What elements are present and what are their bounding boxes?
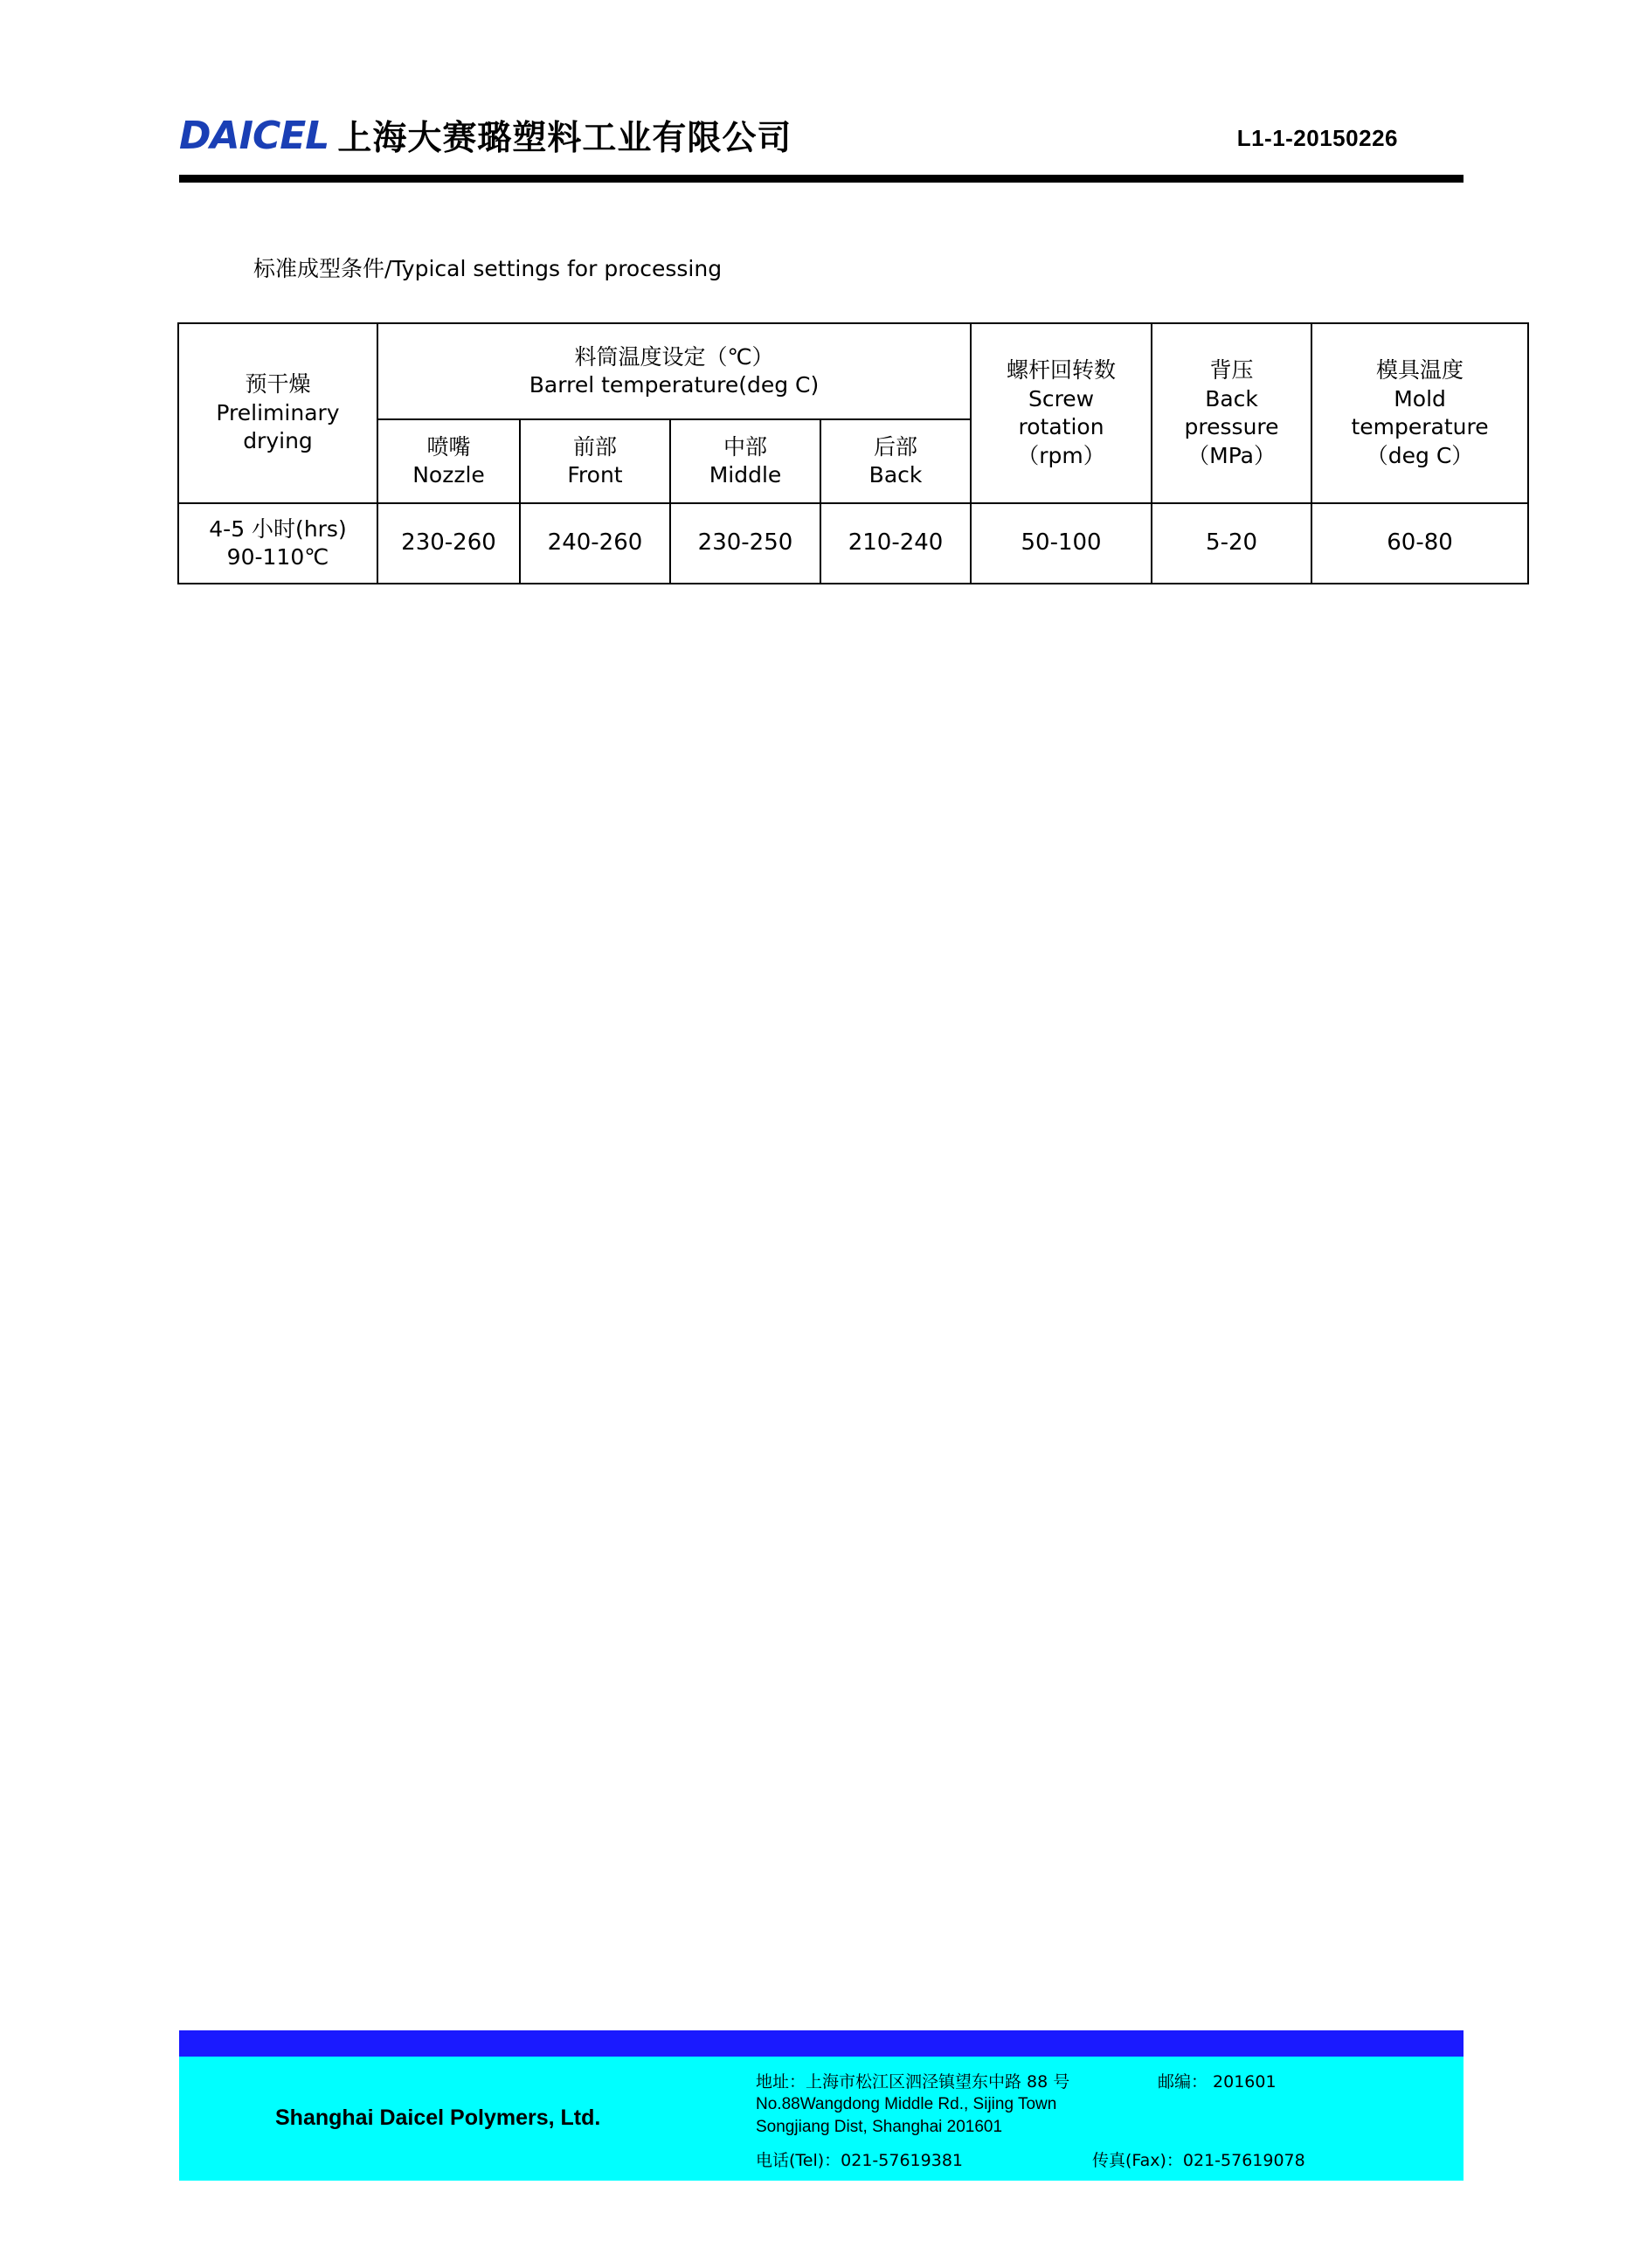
value-mold-temperature: 60-80 (1311, 503, 1528, 584)
header-preliminary-drying (178, 323, 377, 503)
header-left-group (179, 114, 792, 158)
processing-settings-table (177, 322, 1529, 584)
footer-telephone: 电话(Tel)：021-57619381 (756, 2151, 963, 2170)
header-preliminary-drying-cn: 预干燥 (245, 371, 311, 398)
header-back-zone-cn: 后部 (874, 433, 918, 460)
value-preliminary-drying-line1: 4-5 小时(hrs) (209, 515, 347, 542)
header-screw-rotation-cn: 螺杆回转数 (1007, 357, 1117, 383)
processing-settings-table-wrapper (177, 322, 1527, 584)
header-mold-temperature-en1: Mold (1394, 385, 1446, 411)
header-back-zone-en: Back (868, 462, 923, 487)
value-nozzle: 230-260 (377, 503, 520, 584)
header-mold-temperature-unit: （deg C） (1366, 442, 1474, 468)
daicel-logo: DAICEL (179, 114, 329, 158)
header-nozzle-cn: 喷嘴 (426, 433, 471, 460)
header-preliminary-drying-en1: Preliminary (216, 399, 340, 425)
header-screw-rotation (971, 323, 1152, 503)
header-front-en: Front (567, 462, 623, 487)
header-back-pressure-en2: pressure (1184, 414, 1279, 439)
document-footer (179, 2030, 1464, 2181)
footer-address-en-line2: Songjiang Dist, Shanghai 201601 (756, 2118, 1003, 2136)
header-back-pressure (1152, 323, 1311, 503)
header-mold-temperature-en2: temperature (1351, 414, 1489, 439)
value-back: 210-240 (820, 503, 971, 584)
footer-address-en-line1: No.88Wangdong Middle Rd., Sijing Town (756, 2095, 1057, 2113)
header-screw-rotation-unit: （rpm） (1017, 442, 1105, 468)
header-middle-en: Middle (709, 462, 782, 487)
header-front (520, 419, 670, 503)
header-back-pressure-cn: 背压 (1209, 357, 1254, 383)
header-back-pressure-unit: （MPa） (1187, 442, 1276, 468)
value-screw-rotation: 50-100 (971, 503, 1152, 584)
header-barrel-temperature-en: Barrel temperature(deg C) (529, 372, 820, 398)
header-barrel-temperature-group (377, 323, 971, 419)
section-title: 标准成型条件/Typical settings for processing (253, 256, 723, 281)
header-barrel-temperature-cn: 料筒温度设定（℃） (574, 343, 774, 370)
header-mold-temperature-cn: 模具温度 (1376, 357, 1464, 383)
header-screw-rotation-en1: Screw (1028, 385, 1095, 411)
header-middle-cn: 中部 (723, 433, 767, 460)
header-front-cn: 前部 (572, 433, 617, 460)
document-header (179, 103, 1464, 173)
header-mold-temperature (1311, 323, 1528, 503)
value-back-pressure: 5-20 (1152, 503, 1311, 584)
footer-fax: 传真(Fax)：021-57619078 (1092, 2151, 1305, 2170)
footer-contact-block (179, 2057, 1464, 2181)
header-divider (179, 175, 1464, 183)
header-back-zone (820, 419, 971, 503)
table-data-row (178, 503, 1528, 584)
header-middle (670, 419, 820, 503)
header-screw-rotation-en2: rotation (1018, 414, 1104, 439)
header-back-pressure-en1: Back (1205, 385, 1258, 411)
value-preliminary-drying-line2: 90-110℃ (226, 544, 329, 570)
value-preliminary-drying (178, 503, 377, 584)
header-preliminary-drying-en2: drying (243, 428, 313, 454)
company-name-cn: 上海大赛璐塑料工业有限公司 (337, 118, 792, 158)
footer-company-name: Shanghai Daicel Polymers, Ltd. (275, 2106, 601, 2130)
value-front: 240-260 (520, 503, 670, 584)
header-nozzle-en: Nozzle (412, 462, 485, 487)
footer-zipcode: 邮编： 201601 (1158, 2072, 1277, 2092)
table-header-row-1 (178, 323, 1528, 419)
footer-address-cn: 地址：上海市松江区泗泾镇望东中路 88 号 (756, 2072, 1070, 2092)
document-code: L1-1-20150226 (1236, 124, 1398, 151)
header-nozzle (377, 419, 520, 503)
value-middle: 230-250 (670, 503, 820, 584)
footer-accent-bar (179, 2030, 1464, 2057)
